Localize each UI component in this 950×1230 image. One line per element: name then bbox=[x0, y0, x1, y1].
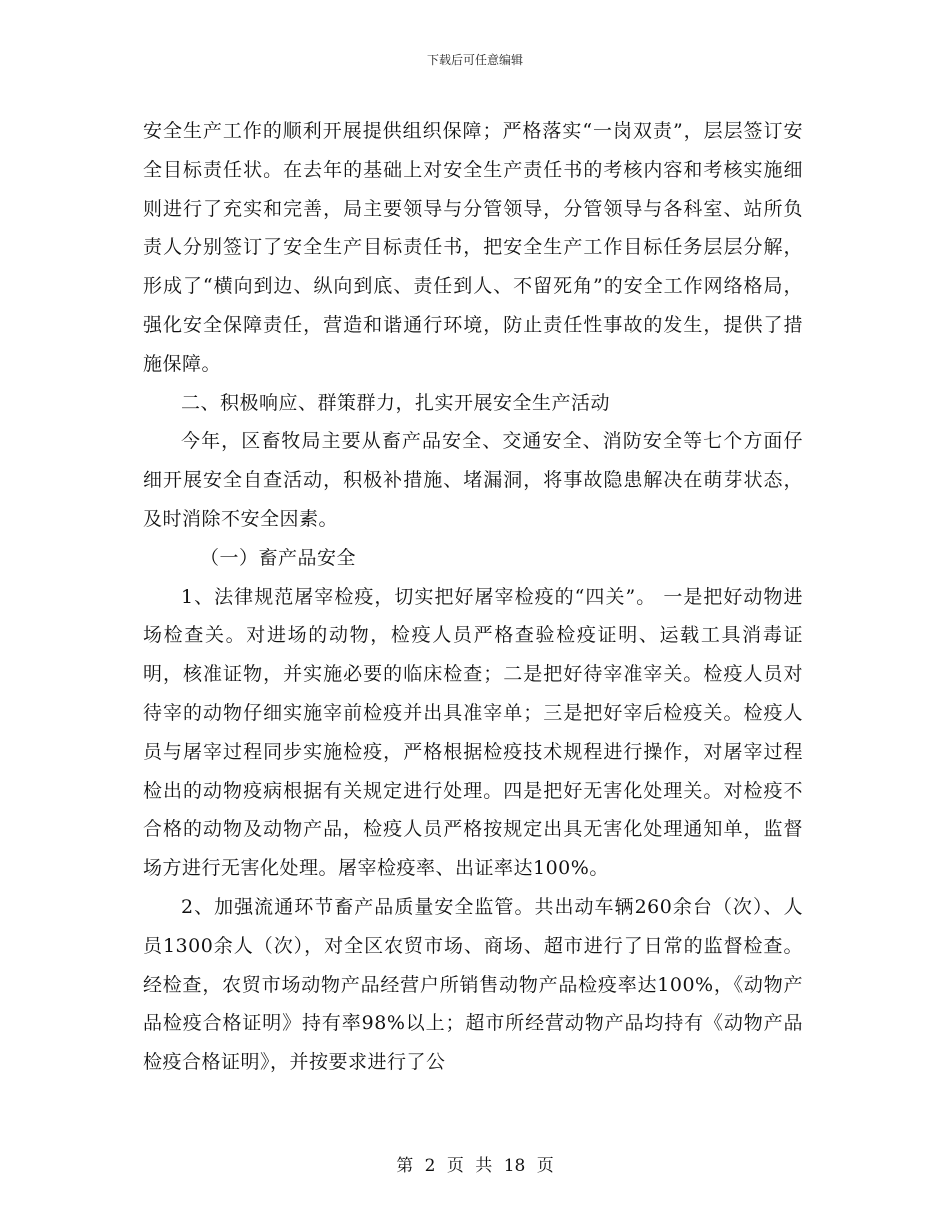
section-heading-2: 二、积极响应、群策群力，扎实开展安全生产活动 bbox=[181, 391, 611, 414]
paragraph-self-inspection: 今年，区畜牧局主要从畜产品安全、交通安全、消防安全等七个方面仔细开展安全自查活动，积极补措施、堵漏洞，将事故隐患解决在萌芽状态，及时消除不安全因素。 bbox=[143, 430, 803, 530]
paragraph-circulation-supervision: 2、加强流通环节畜产品质量安全监管。共出动车辆260余台（次）、人员1300余人（次），对全区农贸市场、商场、超市进行了日常的监督检查。经检查，农贸市场动物产品经营户所销售动物产品检疫率达100%，《动物产品检疫合格证明》持有率98%以上；超市所经营动物产品均持有《动物产品检疫合格证明》，并按要求进行了公 bbox=[143, 895, 803, 1074]
paragraph-slaughter-quarantine: 1、法律规范屠宰检疫，切实把好屠宰检疫的“四关”。 一是把好动物进场检查关。对进场的动物，检疫人员严格查验检疫证明、运载工具消毒证明，核准证物，并实施必要的临床检查；二是把好待宰准宰关。检疫人员对待宰的动物仔细实施宰前检疫并出具准宰单；三是把好宰后检疫关。检疫人员与屠宰过程同步实施检疫，严格根据检疫技术规程进行操作，对屠宰过程检出的动物疫病根据有关规定进行处理。四是把好无害化处理关。对检疫不合格的动物及动物产品，检疫人员严格按规定出具无害化处理通知单，监督场方进行无害化处理。屠宰检疫率、出证率达100%。 bbox=[143, 585, 803, 880]
subsection-heading-1: （一）畜产品安全 bbox=[200, 546, 357, 569]
page-footer: 第 2 页 共 18 页 bbox=[396, 1156, 554, 1176]
page-header: 下载后可任意编辑 bbox=[426, 53, 523, 67]
document-body bbox=[143, 112, 803, 1082]
paragraph-responsibility: 安全生产工作的顺利开展提供组织保障；严格落实“一岗双责”，层层签订安全目标责任状。在去年的基础上对安全生产责任书的考核内容和考核实施细则进行了充实和完善，局主要领导与分管领导，分管领导与各科室、站所负责人分别签订了安全生产目标责任书，把安全生产工作目标任务层层分解，形成了“横向到边、纵向到底、责任到人、不留死角”的安全工作网络格局，强化安全保障责任，营造和谐通行环境，防止责任性事故的发生，提供了措施保障。 bbox=[143, 120, 803, 375]
